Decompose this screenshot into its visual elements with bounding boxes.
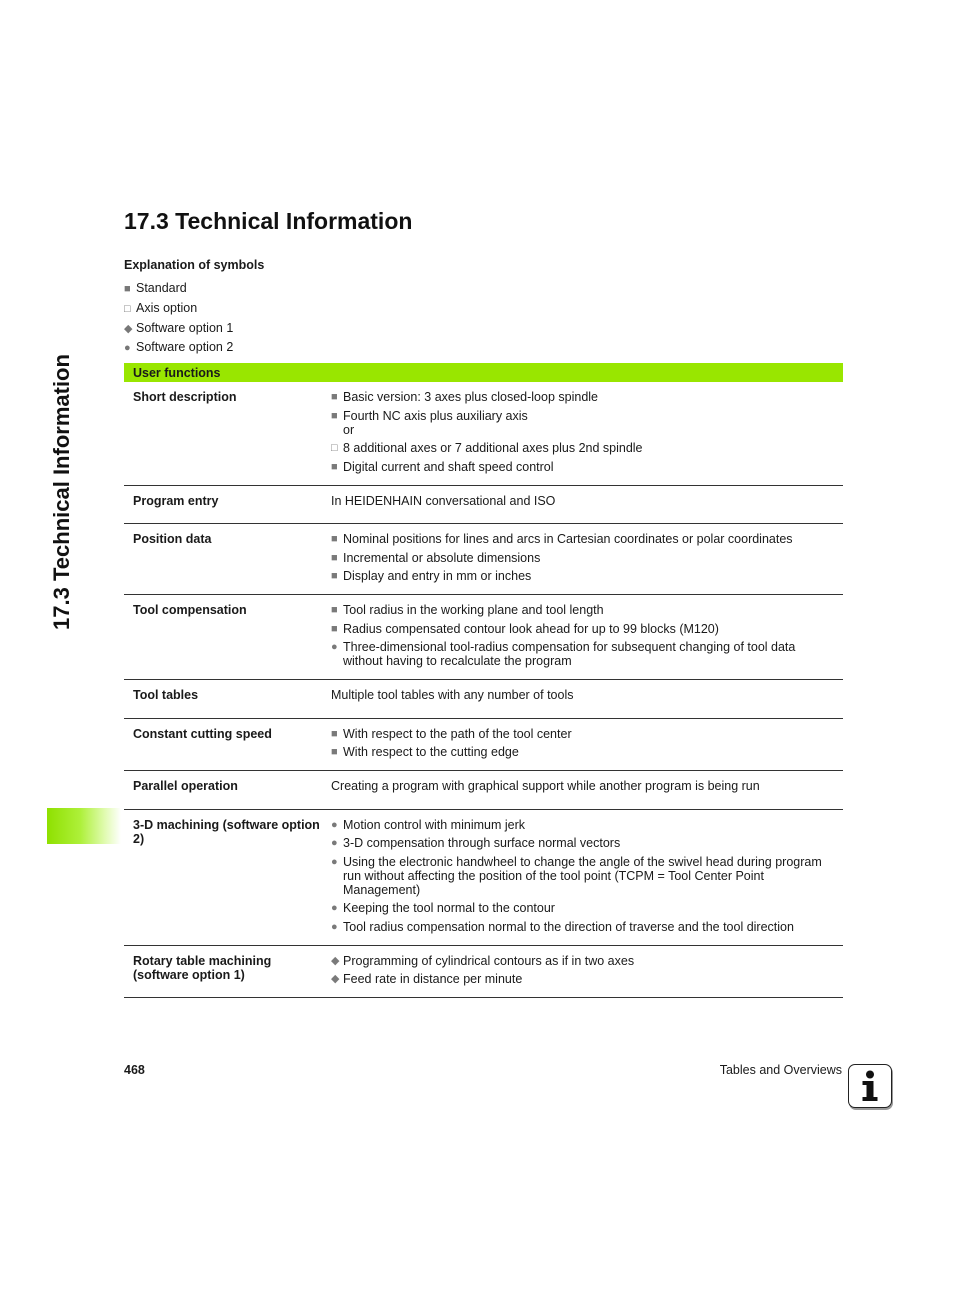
list-item-text: Incremental or absolute dimensions <box>343 550 541 565</box>
cell-text: Multiple tool tables with any number of tools <box>331 688 574 702</box>
filled-square-icon: ■ <box>331 746 338 758</box>
list-item-text: Feed rate in distance per minute <box>343 972 523 986</box>
info-icon <box>848 1064 892 1108</box>
circle-icon: ● <box>331 920 338 933</box>
list-item <box>331 954 833 968</box>
list-item-text: Three-dimensional tool-radius compensation for subsequent changing of tool data without having to recalculate the program <box>343 640 796 668</box>
filled-square-icon: ■ <box>331 409 338 422</box>
table-row <box>124 524 843 595</box>
row-label: Short description <box>124 382 331 485</box>
list-item <box>331 836 833 850</box>
cell-text: Creating a program with graphical support while another program is being run <box>331 779 760 793</box>
row-content <box>331 809 843 945</box>
list-item-text: Radius compensated contour look ahead for up to 99 blocks (M120) <box>343 621 719 636</box>
legend-heading: Explanation of symbols <box>124 258 265 272</box>
row-content <box>331 382 843 485</box>
table-row <box>124 718 843 771</box>
legend-item <box>124 279 233 299</box>
diamond-icon: ◆ <box>331 954 340 967</box>
list-item-text: Tool radius compensation normal to the direction of traverse and the tool direction <box>343 919 794 934</box>
row-label: Parallel operation <box>124 771 331 810</box>
circle-icon: ● <box>331 902 338 914</box>
table-row <box>124 485 843 524</box>
hollow-square-icon: □ <box>124 302 131 315</box>
circle-icon: ● <box>331 641 338 653</box>
list-item <box>331 460 833 474</box>
row-label: 3-D machining (software option 2) <box>124 809 331 945</box>
row-label: Tool compensation <box>124 595 331 680</box>
list-item-text: Basic version: 3 axes plus closed-loop spindle <box>343 390 598 404</box>
row-content <box>331 771 843 810</box>
row-label: Position data <box>124 524 331 595</box>
filled-square-icon: ■ <box>331 570 338 582</box>
legend-item <box>124 319 233 339</box>
chapter-tab-marker <box>47 808 121 844</box>
section-header: User functions <box>124 363 843 382</box>
filled-square-icon: ■ <box>331 727 338 740</box>
legend-label: Axis option <box>136 300 198 315</box>
list-item-text: Fourth NC axis plus auxiliary axis or <box>343 408 528 437</box>
user-functions-table <box>124 363 843 998</box>
list-item-text: Motion control with minimum jerk <box>343 817 525 832</box>
list-item <box>331 622 833 636</box>
circle-icon: ● <box>331 837 338 849</box>
filled-square-icon: ■ <box>331 460 338 473</box>
row-content <box>331 595 843 680</box>
list-item <box>331 745 833 759</box>
list-item <box>331 569 833 583</box>
page-number: 468 <box>124 1063 145 1077</box>
hollow-square-icon: □ <box>331 442 338 454</box>
row-content <box>331 945 843 998</box>
list-item-text: Tool radius in the working plane and tool length <box>343 603 604 617</box>
circle-icon: ● <box>331 818 338 831</box>
list-item <box>331 409 833 437</box>
diamond-icon: ◆ <box>331 973 340 985</box>
cell-text: In HEIDENHAIN conversational and ISO <box>331 493 556 508</box>
table-row <box>124 945 843 998</box>
list-item <box>331 390 833 404</box>
filled-square-icon: ■ <box>124 283 131 295</box>
row-label: Constant cutting speed <box>124 718 331 771</box>
legend-item <box>124 299 233 319</box>
table-row <box>124 771 843 810</box>
row-content <box>331 680 843 719</box>
table-body <box>124 382 843 998</box>
filled-square-icon: ■ <box>331 622 338 635</box>
list-item <box>331 855 833 897</box>
list-item <box>331 551 833 565</box>
diamond-icon: ◆ <box>124 322 133 335</box>
list-item <box>331 972 833 986</box>
row-content <box>331 718 843 771</box>
list-item-text: Keeping the tool normal to the contour <box>343 901 555 915</box>
list-item-text: Programming of cylindrical contours as if in two axes <box>343 953 635 968</box>
symbol-legend <box>124 279 233 358</box>
list-item-text: With respect to the cutting edge <box>343 745 519 759</box>
filled-square-icon: ■ <box>331 551 338 564</box>
circle-icon: ● <box>124 342 131 355</box>
list-item-text: Display and entry in mm or inches <box>343 569 532 583</box>
page-title: 17.3 Technical Information <box>124 208 413 234</box>
list-item-text: With respect to the path of the tool center <box>343 726 572 741</box>
row-label: Rotary table machining (software option 1) <box>124 945 331 998</box>
row-content <box>331 524 843 595</box>
filled-square-icon: ■ <box>331 533 338 545</box>
legend-label: Software option 1 <box>136 320 234 335</box>
row-content <box>331 485 843 524</box>
list-item <box>331 727 833 741</box>
list-item <box>331 920 833 934</box>
list-item <box>331 818 833 832</box>
list-item-text: Nominal positions for lines and arcs in Cartesian coordinates or polar coordinates <box>343 532 793 546</box>
list-item-text: 8 additional axes or 7 additional axes plus 2nd spindle <box>343 441 643 455</box>
table-row <box>124 382 843 485</box>
table-row <box>124 680 843 719</box>
legend-label: Software option 2 <box>136 340 234 355</box>
list-item-text: Digital current and shaft speed control <box>343 459 554 474</box>
circle-icon: ● <box>331 855 338 868</box>
side-chapter-title: 17.3 Technical Information <box>49 354 74 630</box>
list-item <box>331 532 833 546</box>
legend-label: Standard <box>136 281 187 295</box>
list-item-text: Using the electronic handwheel to change the angle of the swivel head during program run without affecting the position of the tool point (TCPM = Tool Center Point Management) <box>343 854 822 897</box>
table-row <box>124 595 843 680</box>
table-row <box>124 809 843 945</box>
filled-square-icon: ■ <box>331 391 338 403</box>
list-item <box>331 640 833 668</box>
list-item <box>331 441 833 455</box>
table-header-row <box>124 363 843 382</box>
legend-item <box>124 338 233 358</box>
list-item <box>331 603 833 617</box>
list-item-text: 3-D compensation through surface normal vectors <box>343 836 621 850</box>
footer-section-title: Tables and Overviews <box>719 1063 842 1077</box>
filled-square-icon: ■ <box>331 604 338 616</box>
row-label: Tool tables <box>124 680 331 719</box>
row-label: Program entry <box>124 485 331 524</box>
list-item <box>331 901 833 915</box>
